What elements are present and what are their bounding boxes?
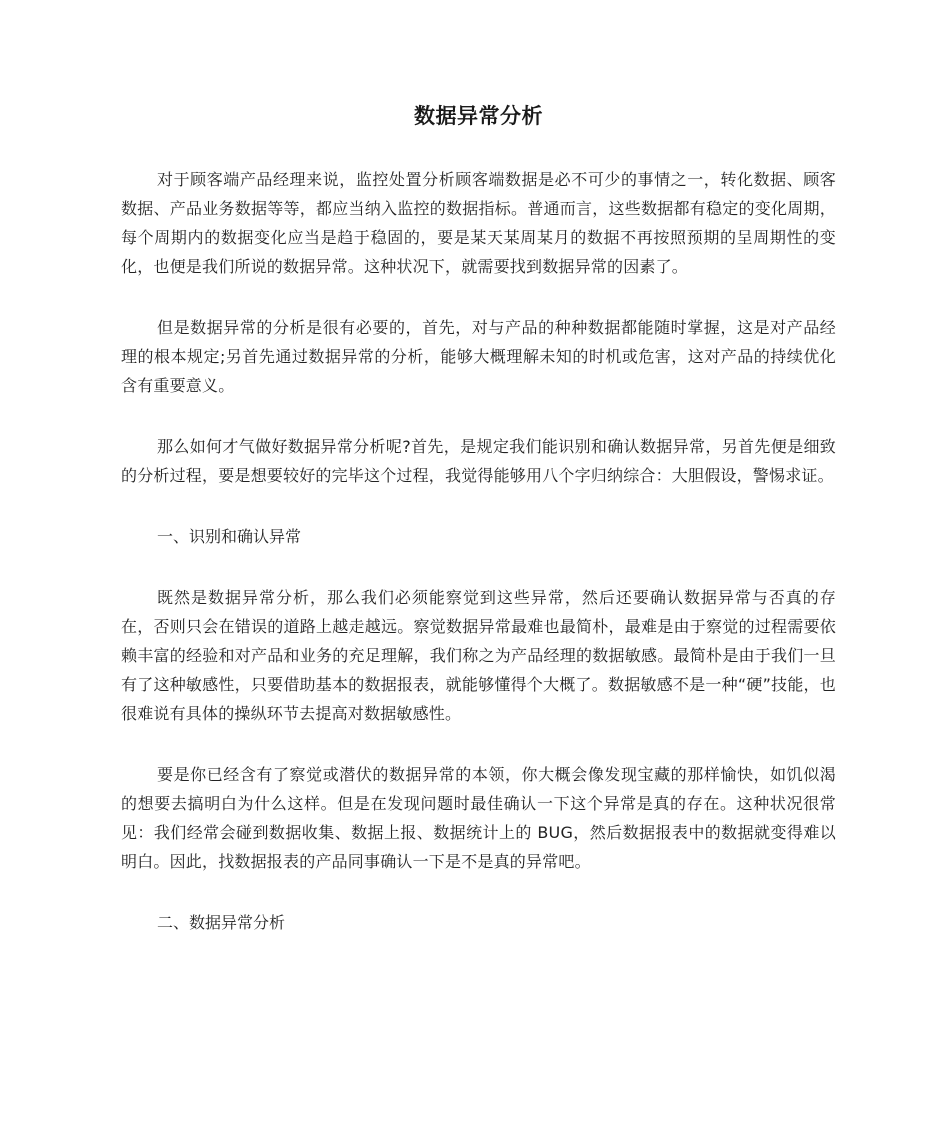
document-title: 数据异常分析 (414, 104, 543, 128)
paragraph-necessity: 但是数据异常的分析是很有必要的，首先，对与产品的种种数据都能随时掌握，这是对产品经理的根本规定;另首先通过数据异常的分析，能够大概理解未知的时机或危害，这对产品的持续优化含有重要意义。 (121, 318, 836, 395)
paragraph-approach: 那么如何才气做好数据异常分析呢?首先，是规定我们能识别和确认数据异常，另首先便是细致的分析过程，要是想要较好的完毕这个过程，我觉得能够用八个字归纳综合：大胆假设，警惕求证。 (121, 437, 836, 485)
section-heading-analysis: 二、数据异常分析 (157, 913, 286, 932)
paragraph-confirm-anomaly: 要是你已经含有了察觉或潜伏的数据异常的本领，你大概会像发现宝藏的那样愉快，如饥似渴的想要去搞明白为什么这样。但是在发现问题时最佳确认一下这个异常是真的存在。这种状况很常见：我们经常会碰到数据收集、数据上报、数据统计上的 BUG，然后数据报表中的数据就变得难以明白。因此，找数据报表的产品同事确认一下是不是真的异常吧。 (121, 765, 836, 871)
paragraph-intro: 对于顾客端产品经理来说，监控处置分析顾客端数据是必不可少的事情之一，转化数据、顾客数据、产品业务数据等等，都应当纳入监控的数据指标。普通而言，这些数据都有稳定的变化周期，每个周期内的数据变化应当是趋于稳固的，要是某天某周某月的数据不再按照预期的呈周期性的变化，也便是我们所说的数据异常。这种状况下，就需要找到数据异常的因素了。 (121, 170, 836, 276)
document-body (121, 165, 836, 937)
section-heading-identify: 一、识别和确认异常 (157, 527, 302, 546)
paragraph-detect-anomaly: 既然是数据异常分析，那么我们必须能察觉到这些异常，然后还要确认数据异常与否真的存在，否则只会在错误的道路上越走越远。察觉数据异常最难也最简朴，最难是由于察觉的过程需要依赖丰富的经验和对产品和业务的充足理解，我们称之为产品经理的数据敏感。最简朴是由于我们一旦有了这种敏感性，只要借助基本的数据报表，就能够懂得个大概了。数据敏感不是一种“硬”技能，也很难说有具体的操纵环节去提高对数据敏感性。 (121, 588, 836, 723)
